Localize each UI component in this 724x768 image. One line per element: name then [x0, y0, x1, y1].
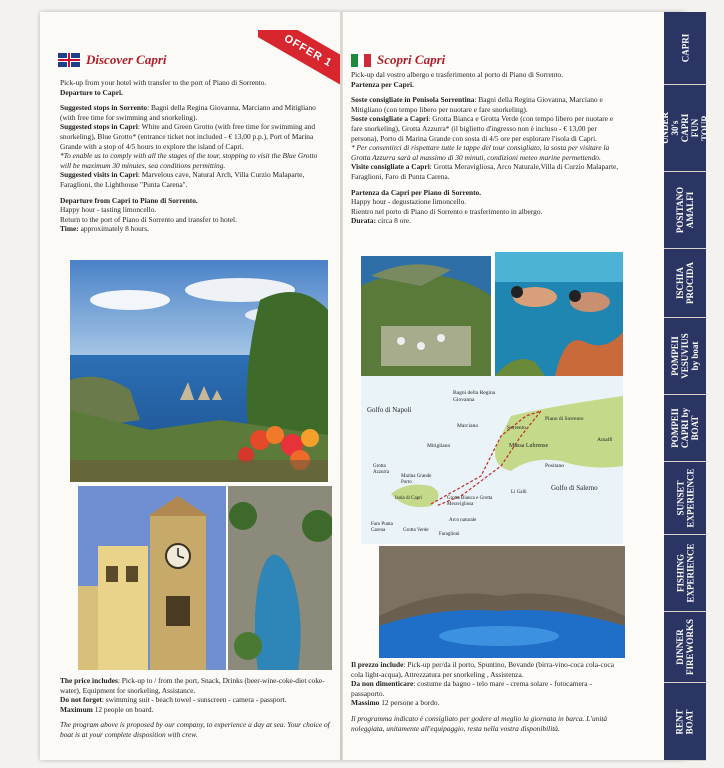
scopri-capri-title: Scopri Capri [377, 52, 446, 67]
map-label-golfo-napoli: Golfo di Napoli [367, 406, 412, 414]
italian-column [342, 12, 665, 760]
italian-price-info: Il prezzo include: Pick-up per/da il porto, Spuntino, Bevande (birra-vino-coca cola-coca cola light-acqua), Attrezzatura per snorkeling , Assistenza. Da non dimenticare: costume da bagno - telo mare - crema solare - fotocamera - passaporto. Massimo 12 persone a bordo. Il programma indicato è consigliato per godere al meglio la giornata in barca. L'unità noleggiata, unitamente all'equipaggio, resta nella vostra disponibilità. [351, 660, 614, 733]
tab-capri[interactable]: CAPRI [664, 12, 706, 85]
english-price-info: The price includes: Pick-up to / from the port, Snack, Drinks (beer-wine-coke-diet coke-water), Equipment for snorkeling, Assistance. Do not forget: swimming suit - beach towel - sunscreen - camera - passport. Maximum 12 people on board. The program above is proposed by our company, to experience a day at sea. Your choice of boat is at your complete disposition with crew. [60, 676, 330, 739]
tab-sunset-experience[interactable]: SUNSET EXPERIENCE [664, 462, 706, 535]
route-map [361, 376, 623, 544]
map-label-marciano: Marciano [457, 423, 479, 429]
tab-pompeii-capri-boat[interactable]: POMPEII CAPRI by BOAT [664, 395, 706, 462]
map-label-piano: Piano di Sorrento [545, 416, 584, 422]
map-label-isola: Isola di Capri [395, 496, 423, 501]
blue-grotto-photo [379, 546, 625, 658]
map-label-li-galli: Li Galli [511, 490, 527, 495]
map-label-mitigliano: Mitigliano [427, 443, 451, 449]
map-label-sorrento: Sorrento [507, 425, 526, 431]
italian-heading [351, 52, 445, 68]
tab-fishing-experience[interactable]: FISHING EXPERIENCE [664, 535, 706, 612]
english-heading [58, 52, 167, 68]
aerial-coast-photo [361, 256, 491, 378]
tab-dinner-fireworks[interactable]: DINNER FIREWORKS [664, 612, 706, 683]
tour-tabs [660, 12, 710, 760]
brochure-sheet [40, 12, 710, 760]
natural-arch-photo [228, 486, 332, 670]
offer-badge: OFFER 1 [258, 30, 350, 92]
map-label-faro: Faro Punta Carena [371, 522, 393, 533]
english-column [40, 12, 340, 760]
map-label-grotta-azzurra: Grotta Azzurra [373, 464, 390, 475]
map-label-grotta-bianca: Grotta Bianca e Grotta Meravigliosa [447, 496, 493, 507]
capri-coast-photo [70, 260, 328, 482]
map-label-golfo-salerno: Golfo di Salerno [551, 484, 598, 492]
map-label-positano: Positano [545, 463, 564, 469]
map-label-marina-grande: Marina Grande Porto [401, 474, 432, 485]
tab-pompeii-vesuvius[interactable]: POMPEII VESUVIUS by boat [664, 318, 706, 395]
map-label-amalfi: Amalfi [597, 437, 613, 443]
map-label-massa: Massa Lubrense [509, 443, 549, 449]
tab-ischia-procida[interactable]: ISCHIA PROCIDA [664, 249, 706, 318]
english-itinerary: Pick-up from your hotel with transfer to the port of Piano di Sorrento. Departure to Capri. Suggested stops in Sorrento: Bagni della Regina Giovanna, Marciano and Mitigliano (with free time for swimming and snorkeling). Suggested stops in Capri: White and Green Grotto (with free time for swimming and snorkeling), Blue Grotto* (entrance ticket not included - € 13,00 p.p.), Port of Marina Grande with a stop of 4/5 hours to explore the island of Capri. *To enable us to comply with all the stages of the tour, stopping to visit the Blue Grotto will be maximum 30 minutes, sea conditions permitting. Suggested visits in Capri: Marvelous cave, Natural Arch, Villa Curzio Malaparte, Faraglioni, the Lighthouse "Punta Carena". Departure from Capri to Piano di Sorrento. Happy hour - tasting limoncello. Return to the port of Piano di Sorrento and transfer to hotel. Time: approximately 8 hours. [60, 78, 318, 234]
tab-rent-boat[interactable]: RENT BOAT [664, 683, 706, 761]
bell-tower-photo [78, 486, 226, 670]
italy-flag-icon [351, 54, 371, 67]
map-label-arco: Arco naturale [449, 518, 477, 523]
map-label-bagni: Bagni della Regina Giovanna [453, 390, 496, 403]
uk-flag-icon [58, 53, 80, 67]
italian-itinerary: Pick-up dal vostro albergo e trasferimento al porto di Piano di Sorrento. Partenza per Capri. Soste consigliate in Penisola Sorrentina: Bagni della Regina Giovanna, Marciano e Mitigliano (con tempo libero per nuotare e fare snorkeling). Soste consigliate a Capri: Grotta Bianca e Grotta Verde (con tempo libero per nuotare e fare snorkeling), Grotta Azzurra* (il biglietto d'ingresso non è incluso - € 13,00 per persona), Porto di Marina Grande con sosta di 4/5 ore per esplorare l'isola di Capri. * Per consentirci di rispettare tutte le tappe del tour consigliato, la sosta per visitare la Grotta Azzurra sarà al massimo di 30 minuti, condizioni meteo marine permettendo. Visite consigliate a Capri: Grotta Meravigliosa, Arco Naturale,Villa di Curzio Malaparte, Faraglioni, Faro di Punta Carena. Partenza da Capri per Piano di Sorrento. Happy hour - degustazione limoncello. Rientro nel porto di Piano di Sorrento e trasferimento in albergo. Durata: circa 8 ore. [351, 70, 619, 226]
map-label-grotta-verde: Grotta Verde [403, 528, 429, 533]
tab-positano-amalfi[interactable]: POSITANO AMALFI [664, 172, 706, 249]
tab-under-30-capri-fun-tour[interactable]: UNDER 30's CAPRI FUN TOUR [664, 85, 706, 172]
discover-capri-title: Discover Capri [86, 52, 167, 67]
snorkeling-photo [495, 252, 623, 376]
map-label-faraglioni: Faraglioni [439, 532, 460, 537]
